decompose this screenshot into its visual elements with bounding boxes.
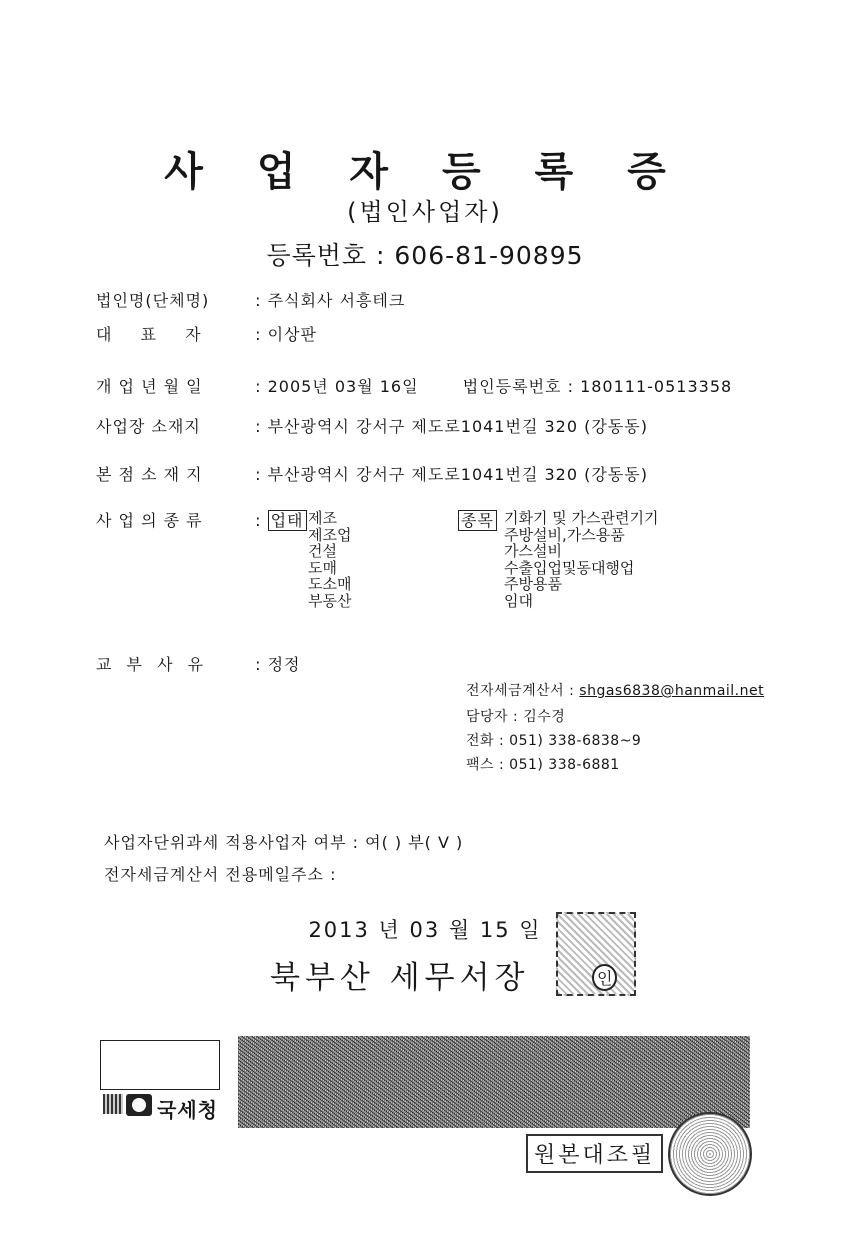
opening-date-value: 2005년 03월 16일 bbox=[267, 377, 419, 396]
business-items-list bbox=[504, 510, 658, 609]
corp-regno-value: 180111-0513358 bbox=[580, 377, 733, 396]
corp-regno-label: 법인등록번호 : bbox=[462, 377, 574, 396]
einvoice-label: 전자세금계산서 : bbox=[466, 683, 575, 699]
round-seal-icon bbox=[668, 1112, 752, 1196]
corp-name-row bbox=[96, 288, 405, 311]
unit-tax-line: 사업자단위과세 적용사업자 여부 : 여( ) 부( V ) bbox=[104, 833, 464, 852]
colon: : bbox=[255, 291, 268, 310]
einvoice-line bbox=[466, 680, 764, 700]
barcode-icon bbox=[103, 1094, 123, 1114]
head-office-row bbox=[96, 462, 648, 485]
registration-number: 등록번호 : 606-81-90895 bbox=[266, 241, 584, 270]
colon: : bbox=[255, 377, 268, 396]
document-title: 사 업 자 등 록 증 bbox=[164, 149, 686, 195]
representative-value: 이상판 bbox=[267, 325, 317, 344]
business-categories-list bbox=[308, 510, 351, 609]
agency-name: 국세청 bbox=[157, 1098, 218, 1122]
opening-date-label: 개 업 년 월 일 bbox=[96, 377, 203, 396]
document-subtitle: (법인사업자) bbox=[347, 198, 503, 226]
head-office-value: 부산광역시 강서구 제도로1041번길 320 (강동동) bbox=[267, 465, 648, 484]
business-type-row bbox=[96, 508, 307, 531]
colon: : bbox=[255, 417, 268, 436]
opening-date-row bbox=[96, 374, 732, 397]
business-location-value: 부산광역시 강서구 제도로1041번길 320 (강동동) bbox=[267, 417, 648, 436]
phone-line: 전화 : 051) 338-6838~9 bbox=[466, 733, 642, 749]
list-item: 도소매 bbox=[308, 575, 352, 593]
list-item: 임대 bbox=[504, 591, 533, 610]
category-tag: 업태 bbox=[268, 510, 307, 531]
einvoice-email: shgas6838@hanmail.net bbox=[579, 683, 765, 699]
item-tag-wrap bbox=[458, 508, 497, 531]
seal-char: 인 bbox=[592, 964, 617, 991]
list-item: 제조 bbox=[308, 509, 337, 527]
list-item: 주방설비,가스용품 bbox=[504, 525, 625, 544]
representative-label: 대 표 자 bbox=[96, 325, 202, 344]
tax-office: 북부산 세무서장 bbox=[270, 960, 530, 996]
corp-name-label: 법인명(단체명) bbox=[96, 291, 210, 310]
business-type-label: 사 업 의 종 류 bbox=[96, 511, 203, 530]
corp-name-value: 주식회사 서흥테크 bbox=[267, 291, 406, 310]
list-item: 건설 bbox=[308, 542, 337, 560]
business-location-label: 사업장 소재지 bbox=[96, 417, 201, 436]
blank-box bbox=[100, 1040, 220, 1090]
manager-line: 담당자 : 김수경 bbox=[466, 709, 566, 725]
colon: : bbox=[255, 325, 268, 344]
representative-row bbox=[96, 322, 317, 345]
list-item: 제조업 bbox=[308, 525, 352, 544]
issue-date: 2013 년 03 월 15 일 bbox=[308, 918, 542, 942]
issue-reason-row bbox=[96, 652, 301, 675]
colon: : bbox=[255, 511, 268, 530]
security-pattern bbox=[238, 1036, 750, 1128]
list-item: 도매 bbox=[308, 558, 337, 577]
issue-reason-label: 교 부 사 유 bbox=[96, 655, 205, 674]
list-item: 부동산 bbox=[308, 591, 352, 610]
list-item: 주방용품 bbox=[504, 575, 562, 593]
list-item: 가스설비 bbox=[504, 542, 562, 560]
einvoice-email-line: 전자세금계산서 전용메일주소 : bbox=[104, 865, 337, 884]
colon: : bbox=[255, 655, 268, 674]
issue-reason-value: 정정 bbox=[267, 655, 301, 674]
head-office-label: 본 점 소 재 지 bbox=[96, 465, 203, 484]
original-copy-stamp: 원본대조필 bbox=[526, 1134, 663, 1173]
fax-line: 팩스 : 051) 338-6881 bbox=[466, 757, 620, 773]
nts-emblem-icon bbox=[126, 1094, 152, 1116]
list-item: 기화기 및 가스관련기기 bbox=[504, 509, 659, 527]
list-item: 수출입업및동대행업 bbox=[504, 558, 635, 577]
business-location-row bbox=[96, 414, 648, 437]
colon: : bbox=[255, 465, 268, 484]
item-tag: 종목 bbox=[458, 510, 497, 531]
